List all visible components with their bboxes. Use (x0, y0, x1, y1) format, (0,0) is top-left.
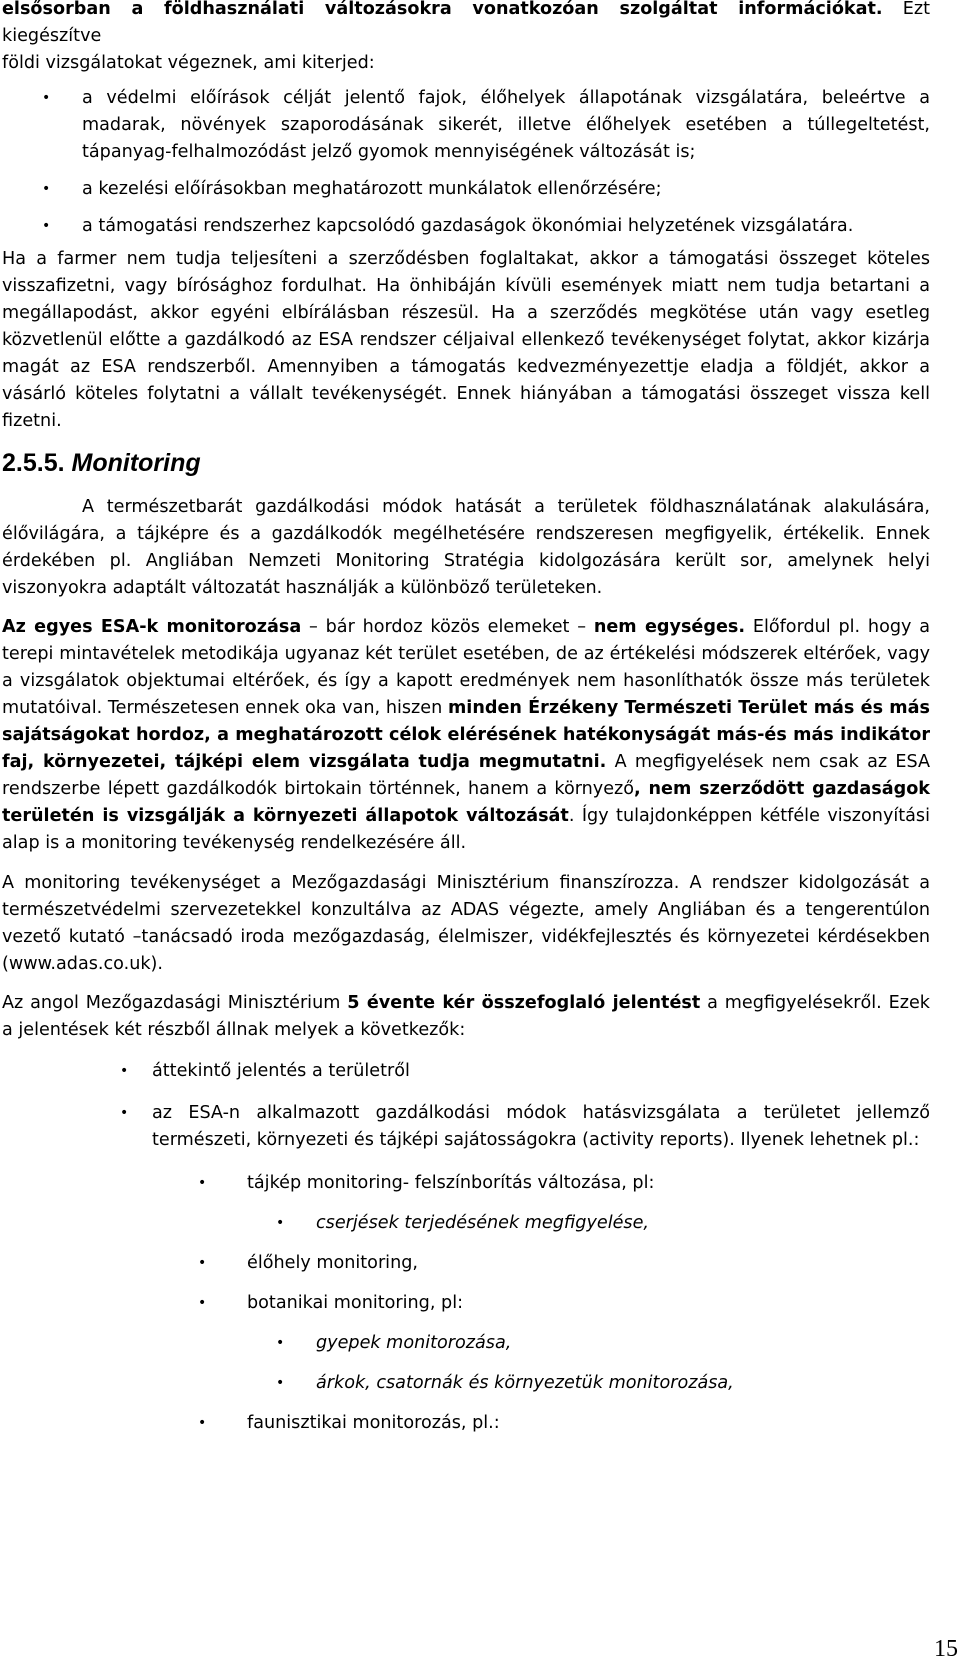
bullet-list-checks (2, 85, 930, 240)
list-item-sub (2, 1210, 930, 1237)
bullet-icon: • (276, 1375, 285, 1391)
list-item (2, 176, 930, 203)
list-item-text: gyepek monitorozása, (316, 1333, 512, 1353)
list-item (2, 1250, 930, 1277)
section-number: 2.5.5. (2, 449, 65, 477)
bullet-icon: • (198, 1255, 207, 1271)
page-number: 15 (934, 1636, 958, 1662)
report-bold: 5 évente kér összefoglaló jelentést (347, 993, 701, 1013)
report-paragraph (2, 990, 930, 1044)
bullet-icon: • (198, 1295, 207, 1311)
esa-bold-2: nem egységes. (593, 617, 746, 637)
list-item-text: az ESA-n alkalmazott gazdálkodási módok hatásvizsgálata a területet jellemző természeti, környezeti és tájképi sajátosságokra (activity reports). Ilyenek lehetnek pl.: (152, 1103, 930, 1150)
bullet-icon: • (276, 1335, 285, 1351)
list-item (2, 1170, 930, 1197)
intro-bold-text: elsősorban a földhasználati változásokra vonatkozóan szolgáltat információkat. (2, 0, 883, 19)
intro-paragraph (2, 0, 930, 77)
list-item-text: tájkép monitoring- felszínborítás változása, pl: (247, 1173, 655, 1193)
list-item (2, 213, 930, 240)
bullet-icon: • (198, 1175, 207, 1191)
list-item-text: árkok, csatornák és környezetük monitorozása, (316, 1373, 734, 1393)
monitoring-text: A természetbarát gazdálkodási módok hatását a területek földhasználatának alakulására, élővilágára, a tájképre és a gazdálkodók megélhetésére rendszeresen megfigyelik, értékelik. Ennek érdekében pl. Angliában Nemzeti Monitoring Stratégia kidolgozására került sor, amelynek helyi viszonyokra adaptált változatát használják a különböző területeken. (2, 497, 930, 598)
bullet-icon: • (42, 90, 51, 106)
bullet-icon: • (120, 1063, 129, 1079)
list-item (2, 1100, 930, 1154)
bullet-list-reports (2, 1058, 930, 1154)
esa-paragraph (2, 614, 930, 857)
bullet-icon: • (198, 1415, 207, 1431)
report-text-2: a megfigyelésekről. Ezek a jelentések két részből állnak melyek a következők: (2, 993, 930, 1040)
esa-text-3: A megfigyelések nem csak az ESA rendszerbe lépett gazdálkodók birtokain történnek, hanem a környező (2, 752, 930, 799)
list-item (2, 1058, 930, 1085)
section-title: Monitoring (71, 449, 201, 477)
list-item-text: élőhely monitoring, (247, 1253, 418, 1273)
bullet-icon: • (120, 1105, 129, 1121)
bullet-icon: • (42, 218, 51, 234)
list-item-text: a kezelési előírásokban meghatározott munkálatok ellenőrzésére; (82, 179, 662, 199)
section-heading (2, 448, 930, 478)
list-item-text: cserjések terjedésének megfigyelése, (316, 1213, 649, 1233)
list-item-text: botanikai monitoring, pl: (247, 1293, 464, 1313)
list-item-sub (2, 1370, 930, 1397)
list-item (2, 1290, 930, 1317)
list-item (2, 1410, 930, 1437)
esa-text-1: – bár hordoz közös elemeket – (301, 617, 594, 637)
list-item-text: a védelmi előírások célját jelentő fajok, élőhelyek állapotának vizsgálatára, beleértve a madarak, növények szaporodásának sikerét, illetve élőhelyek esetében a túllegeltetést, tápanyag-felhalmozódást jelző gyomok mennyiségének változását is; (82, 88, 930, 162)
bullet-list-monitoring-types (2, 1170, 930, 1437)
list-item-text: áttekintő jelentés a területről (152, 1061, 410, 1081)
esa-bold-4: , nem szerződött gazdaságok területén is vizsgálják a környezeti állapotok változását (2, 779, 930, 826)
esa-bold-3: minden Érzékeny Természeti Terület más és más sajátságokat hordoz, a meghatározott célok elérésének hatékonyságát más-és más indikátor faj, környezetei, tájképi elem vizsgálata tudja megmutatni. (2, 698, 930, 772)
bullet-icon: • (42, 181, 51, 197)
esa-bold-1: Az egyes ESA-k monitorozása (2, 617, 302, 637)
ministry-paragraph: A monitoring tevékenységet a Mezőgazdasági Minisztérium finanszírozza. A rendszer kidolgozását a természetvédelmi szervezetekkel konzultálva az ADAS végezte, amely Angliában és a tengerentúlon vezető kutató –tanácsadó iroda mezőgazdaság, élelmiszer, vidékfejlesztés és környezetei kérdésekben (www.adas.co.uk). (2, 873, 930, 974)
monitoring-paragraph (2, 494, 930, 602)
list-item (2, 85, 930, 166)
list-item-sub (2, 1330, 930, 1357)
list-item-text: faunisztikai monitorozás, pl.: (247, 1413, 500, 1433)
esa-text-2: Előfordul pl. hogy a terepi mintavételek metodikája ugyanaz két terület esetében, de az értékelési módszerek eltérőek, vagy a vizsgálatok objektumai eltérőek, és így a kapott eredmények nem hasonlíthatók össze más területek mutatóival. Természetesen ennek oka van, hiszen (2, 617, 930, 718)
farmer-paragraph: Ha a farmer nem tudja teljesíteni a szerződésben foglaltakat, akkor a támogatási összeget köteles visszafizetni, vagy bírósághoz fordulhat. Ha önhibáján kívüli események miatt nem tudja betartani a megállapodást, akkor egyéni elbírálásban részesül. Ha a szerződés megkötése után vagy esetleg közvetlenül előtte a gazdálkodó az ESA rendszer céljaival ellenkező tevékenységet folytat, akkor kizárja magát az ESA rendszerből. Amennyiben a támogatás kedvezményezettje eladja a földjét, akkor a vásárló köteles folytatni a vállalt tevékenységét. Ennek hiányában a támogatási összeget vissza kell fizetni. (2, 249, 930, 431)
intro-text-tail: Ezt kiegészítve (2, 0, 931, 46)
esa-text-4: . Így tulajdonképpen kétféle viszonyítási alap is a monitoring tevékenység rendelkezésére áll. (2, 806, 930, 853)
report-text-1: Az angol Mezőgazdasági Minisztérium (2, 993, 348, 1013)
bullet-icon: • (276, 1215, 285, 1231)
list-item-text: a támogatási rendszerhez kapcsolódó gazdaságok ökonómiai helyzetének vizsgálatára. (82, 216, 854, 236)
intro-line-2: földi vizsgálatokat végeznek, ami kiterjed: (2, 53, 375, 73)
